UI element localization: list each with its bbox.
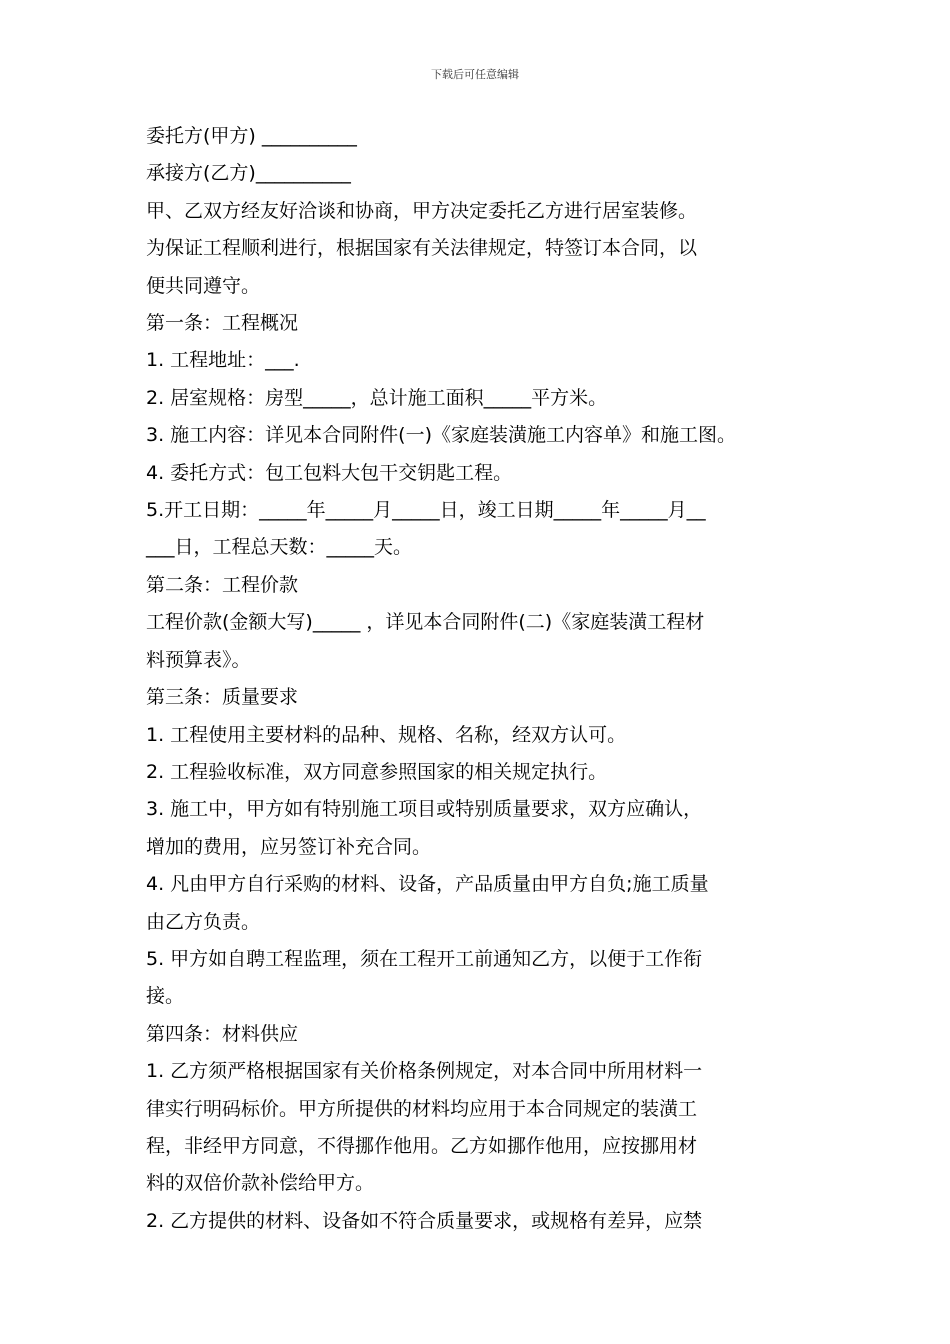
clause-line: 5.开工日期：_____年_____月_____日，竣工日期_____年_____月__ — [146, 499, 706, 522]
article-4-heading: 第四条：材料供应 — [146, 1022, 299, 1045]
party-b-line: 承接方(乙方)__________ — [146, 162, 351, 185]
page-header-note: 下载后可任意编辑 — [431, 68, 519, 81]
clause-line: 4. 凡由甲方自行采购的材料、设备，产品质量由甲方自负;施工质量 — [146, 873, 709, 896]
clause-line: 工程价款(金额大写)_____ ，详见本合同附件(二)《家庭装潢工程材 — [146, 611, 705, 634]
clause-line: 3. 施工中，甲方如有特别施工项目或特别质量要求，双方应确认， — [146, 798, 703, 821]
clause-line: 3. 施工内容：详见本合同附件(一)《家庭装潢施工内容单》和施工图。 — [146, 424, 736, 447]
clause-line: 1. 工程地址：___. — [146, 349, 300, 372]
party-a-line: 委托方(甲方) __________ — [146, 125, 357, 147]
clause-line: 1. 乙方须严格根据国家有关价格条例规定，对本合同中所用材料一 — [146, 1060, 703, 1083]
clause-line: 增加的费用，应另签订补充合同。 — [146, 835, 432, 858]
contract-body — [146, 118, 814, 1240]
clause-line: 5. 甲方如自聘工程监理，须在工程开工前通知乙方，以便于工作衔 — [146, 947, 703, 970]
clause-line: 由乙方负责。 — [146, 910, 261, 933]
clause-line: 2. 乙方提供的材料、设备如不符合质量要求，或规格有差异，应禁 — [146, 1209, 703, 1232]
clause-line: 程，非经甲方同意，不得挪作他用。乙方如挪作他用，应按挪用材 — [146, 1134, 698, 1157]
clause-line: 接。 — [146, 985, 185, 1008]
clause-line: 2. 工程验收标准，双方同意参照国家的相关规定执行。 — [146, 760, 608, 783]
clause-line: 2. 居室规格：房型_____，总计施工面积_____平方米。 — [146, 386, 608, 409]
clause-line: 4. 委托方式：包工包料大包干交钥匙工程。 — [146, 461, 513, 484]
intro-paragraph-line: 为保证工程顺利进行，根据国家有关法律规定，特签订本合同，以 — [146, 237, 698, 260]
clause-line: 料的双倍价款补偿给甲方。 — [146, 1172, 375, 1195]
article-1-heading: 第一条：工程概况 — [146, 312, 299, 335]
article-2-heading: 第二条：工程价款 — [146, 573, 299, 596]
clause-line: ___日，工程总天数：_____天。 — [146, 536, 413, 559]
clause-line: 料预算表》。 — [146, 648, 251, 671]
article-3-heading: 第三条：质量要求 — [146, 686, 299, 709]
clause-line: 律实行明码标价。甲方所提供的材料均应用于本合同规定的装潢工 — [146, 1097, 698, 1120]
intro-paragraph-line: 甲、乙双方经友好洽谈和协商，甲方决定委托乙方进行居室装修。 — [146, 199, 698, 222]
clause-line: 1. 工程使用主要材料的品种、规格、名称，经双方认可。 — [146, 723, 627, 746]
intro-paragraph-line: 便共同遵守。 — [146, 274, 261, 297]
